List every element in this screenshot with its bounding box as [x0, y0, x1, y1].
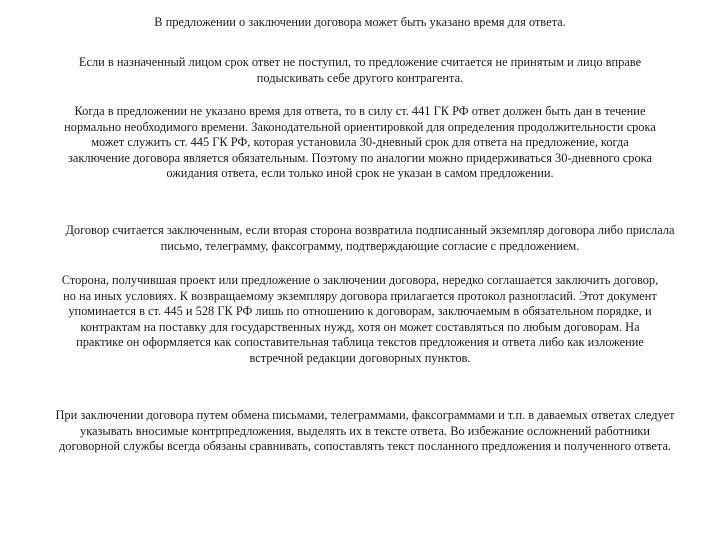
paragraph-normal-time: Когда в предложении не указано время для ответа, то в силу ст. 441 ГК РФ ответ должен быть дан в течение нормально необходимого времени. Законодательной ориентировкой для определения продолжительности срока может служить ст. 445 ГК РФ, которая установила 30-дневный срок для ответа на предложение, когда заключение договора является обязательным. Поэтому по аналогии можно придерживаться 30-дневного срока ожидания ответа, если только иной срок не указан в самом предложении.	[64, 104, 656, 181]
paragraph-disagreement-protocol: Сторона, получившая проект или предложение о заключении договора, нередко соглашается заключить договор, но на иных условиях. К возвращаемому экземпляру договора прилагается протокол разногласий. Этот документ упоминается в ст. 445 и 528 ГК РФ лишь по отношению к договорам, заключаемым в обязательном порядке, и контрактам на поставку для государственных нужд, хотя он может составляться по любым договорам. На практике он оформляется как сопоставительная таблица текстов предложения и ответа либо как изложение встречной редакции договорных пунктов.	[61, 273, 659, 365]
paragraph-contract-concluded: Договор считается заключенным, если вторая сторона возвратила подписанный экземпляр договора либо прислала письмо, телеграмму, факсограмму, подтверждающие согласие с предложением.	[65, 223, 675, 253]
paragraph-response-time: В предложении о заключении договора может быть указано время для ответа.	[154, 15, 566, 29]
paragraph-exchange-of-letters: При заключении договора путем обмена письмами, телеграммами, факсограммами и т.п. в даваемых ответах следует указывать вносимые контрпредложения, выделять их в тексте ответа. Во избежание осложнений работники договорной службы всегда обязаны сравнивать, сопоставлять текст посланного предложения и полученного ответа.	[55, 408, 675, 454]
paragraph-deadline-missed: Если в назначенный лицом срок ответ не поступил, то предложение считается не принятым и лицо вправе подыскивать себе другого контрагента.	[78, 55, 642, 85]
